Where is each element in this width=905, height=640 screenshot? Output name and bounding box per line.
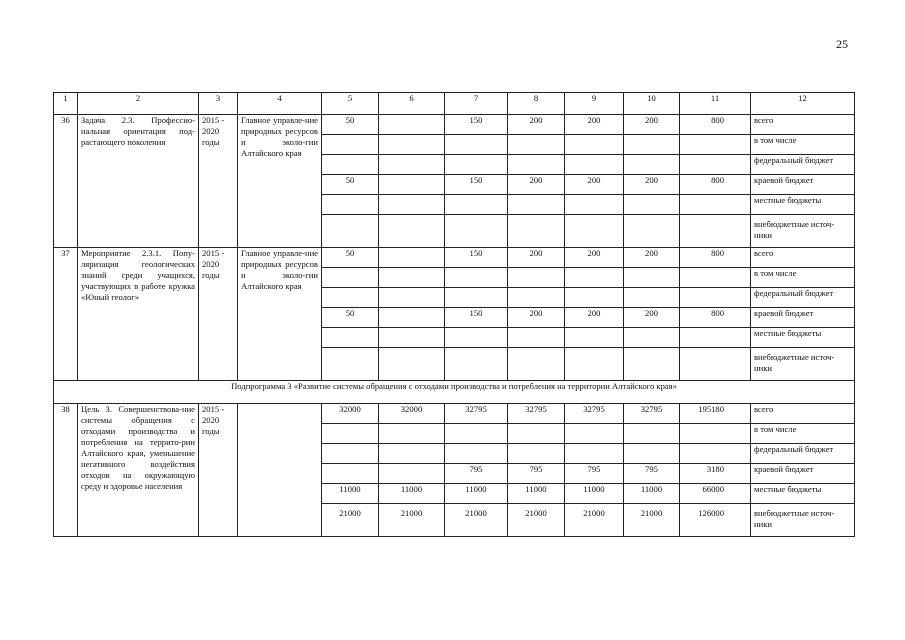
- value-cell: 21000: [322, 504, 379, 537]
- value-cell: 800: [680, 248, 751, 268]
- page-number: 25: [836, 37, 848, 51]
- value-cell: [379, 155, 445, 175]
- value-cell: 11000: [508, 484, 565, 504]
- value-cell: [680, 215, 751, 248]
- row-number: 36: [54, 115, 78, 248]
- value-cell: [565, 135, 624, 155]
- value-cell: 800: [680, 115, 751, 135]
- value-cell: [565, 288, 624, 308]
- value-cell: [565, 328, 624, 348]
- value-cell: 150: [445, 248, 508, 268]
- value-cell: [379, 424, 445, 444]
- value-cell: [565, 215, 624, 248]
- value-cell: 50: [322, 115, 379, 135]
- value-cell: [445, 195, 508, 215]
- value-cell: [379, 115, 445, 135]
- funding-source: федеральный бюджет: [751, 288, 855, 308]
- value-cell: [508, 268, 565, 288]
- value-cell: [379, 444, 445, 464]
- row-number: 37: [54, 248, 78, 381]
- column-header: 3: [199, 93, 238, 115]
- value-cell: 195180: [680, 404, 751, 424]
- value-cell: [322, 195, 379, 215]
- value-cell: 200: [624, 115, 680, 135]
- value-cell: 800: [680, 175, 751, 195]
- column-header: 11: [680, 93, 751, 115]
- subprogram-title: Подпрограмма 3 «Развитие системы обращения с отходами производства и потребления на территории Алтайского края»: [54, 381, 855, 404]
- value-cell: 21000: [624, 504, 680, 537]
- value-cell: 21000: [445, 504, 508, 537]
- value-cell: [322, 328, 379, 348]
- value-cell: [508, 424, 565, 444]
- value-cell: [379, 195, 445, 215]
- value-cell: [624, 348, 680, 381]
- value-cell: [445, 328, 508, 348]
- value-cell: [445, 444, 508, 464]
- value-cell: [379, 175, 445, 195]
- value-cell: 150: [445, 308, 508, 328]
- funding-source: местные бюджеты: [751, 484, 855, 504]
- value-cell: 200: [565, 115, 624, 135]
- value-cell: [680, 135, 751, 155]
- value-cell: [379, 464, 445, 484]
- column-header: 8: [508, 93, 565, 115]
- row-years: 2015 - 2020 годы: [199, 115, 238, 248]
- value-cell: 32795: [565, 404, 624, 424]
- column-header: 2: [78, 93, 199, 115]
- value-cell: 11000: [445, 484, 508, 504]
- column-header: 9: [565, 93, 624, 115]
- value-cell: [445, 268, 508, 288]
- column-header: 10: [624, 93, 680, 115]
- funding-source: краевой бюджет: [751, 464, 855, 484]
- value-cell: [624, 155, 680, 175]
- value-cell: [379, 288, 445, 308]
- value-cell: 200: [508, 175, 565, 195]
- value-cell: 21000: [508, 504, 565, 537]
- column-header: 6: [379, 93, 445, 115]
- funding-source: местные бюджеты: [751, 328, 855, 348]
- value-cell: 50: [322, 308, 379, 328]
- funding-source: краевой бюджет: [751, 308, 855, 328]
- value-cell: 795: [565, 464, 624, 484]
- value-cell: 200: [508, 115, 565, 135]
- value-cell: [445, 348, 508, 381]
- row-title: Мероприятие 2.3.1. Попу-ляризация геологических знаний среди учащихся, участвующих в работе кружка «Юный геолог»: [78, 248, 199, 381]
- column-header: 4: [238, 93, 322, 115]
- value-cell: [379, 248, 445, 268]
- funding-source: внебюджетные источ-ники: [751, 348, 855, 381]
- value-cell: [508, 135, 565, 155]
- funding-source: федеральный бюджет: [751, 444, 855, 464]
- value-cell: [508, 195, 565, 215]
- value-cell: 200: [508, 248, 565, 268]
- value-cell: [508, 215, 565, 248]
- value-cell: [565, 195, 624, 215]
- value-cell: 66000: [680, 484, 751, 504]
- funding-source: в том числе: [751, 268, 855, 288]
- row-title: Задача 2.3. Профессио-нальная ориентация под-растающего поколения: [78, 115, 199, 248]
- value-cell: 200: [565, 175, 624, 195]
- value-cell: [624, 135, 680, 155]
- value-cell: [379, 215, 445, 248]
- value-cell: 200: [624, 175, 680, 195]
- value-cell: [508, 348, 565, 381]
- value-cell: [508, 155, 565, 175]
- value-cell: [379, 308, 445, 328]
- value-cell: 32795: [508, 404, 565, 424]
- value-cell: [624, 424, 680, 444]
- value-cell: [624, 288, 680, 308]
- value-cell: 11000: [379, 484, 445, 504]
- column-header: 12: [751, 93, 855, 115]
- funding-source: в том числе: [751, 424, 855, 444]
- value-cell: 795: [508, 464, 565, 484]
- funding-source: краевой бюджет: [751, 175, 855, 195]
- value-cell: [565, 444, 624, 464]
- funding-source: внебюджетные источ-ники: [751, 215, 855, 248]
- value-cell: [508, 444, 565, 464]
- value-cell: [624, 444, 680, 464]
- value-cell: [680, 288, 751, 308]
- value-cell: [680, 348, 751, 381]
- row-title: Цель 3. Совершенствова-ние системы обращения с отходами производства и потребления на террито-рии Алтайского края, уменьшение негативного воздействия отходов на окружающую среду и здоровье населения: [78, 404, 199, 537]
- value-cell: 795: [445, 464, 508, 484]
- value-cell: [322, 215, 379, 248]
- funding-source: внебюджетные источ-ники: [751, 504, 855, 537]
- value-cell: 50: [322, 175, 379, 195]
- value-cell: 200: [624, 248, 680, 268]
- value-cell: [680, 424, 751, 444]
- column-header: 7: [445, 93, 508, 115]
- value-cell: 50: [322, 248, 379, 268]
- row-responsible: Главное управле-ние природных ресурсов и эколо-гии Алтайского края: [238, 115, 322, 248]
- value-cell: 200: [508, 308, 565, 328]
- table-row: [54, 404, 855, 424]
- table-row: [54, 115, 855, 135]
- value-cell: [565, 268, 624, 288]
- value-cell: [565, 348, 624, 381]
- funding-source: в том числе: [751, 135, 855, 155]
- value-cell: [445, 288, 508, 308]
- column-header: 5: [322, 93, 379, 115]
- value-cell: 32000: [322, 404, 379, 424]
- value-cell: [322, 155, 379, 175]
- value-cell: [379, 135, 445, 155]
- value-cell: 3180: [680, 464, 751, 484]
- value-cell: 21000: [565, 504, 624, 537]
- value-cell: [322, 288, 379, 308]
- value-cell: 21000: [379, 504, 445, 537]
- value-cell: [680, 195, 751, 215]
- value-cell: 11000: [322, 484, 379, 504]
- value-cell: [445, 155, 508, 175]
- value-cell: [680, 444, 751, 464]
- row-responsible: Главное управле-ние природных ресурсов и эколо-гии Алтайского края: [238, 248, 322, 381]
- value-cell: 200: [624, 308, 680, 328]
- value-cell: 126000: [680, 504, 751, 537]
- value-cell: [322, 464, 379, 484]
- value-cell: [508, 328, 565, 348]
- row-number: 38: [54, 404, 78, 537]
- header-row: [54, 93, 855, 115]
- value-cell: [624, 328, 680, 348]
- value-cell: [624, 215, 680, 248]
- row-responsible: [238, 404, 322, 537]
- column-header: 1: [54, 93, 78, 115]
- value-cell: [680, 328, 751, 348]
- value-cell: [624, 195, 680, 215]
- value-cell: [379, 348, 445, 381]
- value-cell: 32000: [379, 404, 445, 424]
- value-cell: [445, 424, 508, 444]
- value-cell: [680, 155, 751, 175]
- table-row: [54, 248, 855, 268]
- value-cell: [680, 268, 751, 288]
- value-cell: [508, 288, 565, 308]
- funding-source: всего: [751, 404, 855, 424]
- row-years: 2015 - 2020 годы: [199, 404, 238, 537]
- value-cell: [565, 155, 624, 175]
- funding-source: федеральный бюджет: [751, 155, 855, 175]
- value-cell: [565, 424, 624, 444]
- value-cell: 200: [565, 248, 624, 268]
- value-cell: 32795: [445, 404, 508, 424]
- value-cell: [322, 424, 379, 444]
- funding-source: местные бюджеты: [751, 195, 855, 215]
- value-cell: 200: [565, 308, 624, 328]
- value-cell: [445, 135, 508, 155]
- value-cell: 32795: [624, 404, 680, 424]
- funding-source: всего: [751, 248, 855, 268]
- value-cell: 150: [445, 115, 508, 135]
- value-cell: [322, 444, 379, 464]
- subprogram-row: [54, 381, 855, 404]
- value-cell: 150: [445, 175, 508, 195]
- row-years: 2015 - 2020 годы: [199, 248, 238, 381]
- value-cell: [379, 268, 445, 288]
- value-cell: 11000: [624, 484, 680, 504]
- value-cell: [322, 135, 379, 155]
- value-cell: [379, 328, 445, 348]
- value-cell: 800: [680, 308, 751, 328]
- value-cell: [624, 268, 680, 288]
- budget-table: [53, 92, 855, 537]
- value-cell: 11000: [565, 484, 624, 504]
- value-cell: [445, 215, 508, 248]
- funding-source: всего: [751, 115, 855, 135]
- value-cell: [322, 268, 379, 288]
- value-cell: [322, 348, 379, 381]
- value-cell: 795: [624, 464, 680, 484]
